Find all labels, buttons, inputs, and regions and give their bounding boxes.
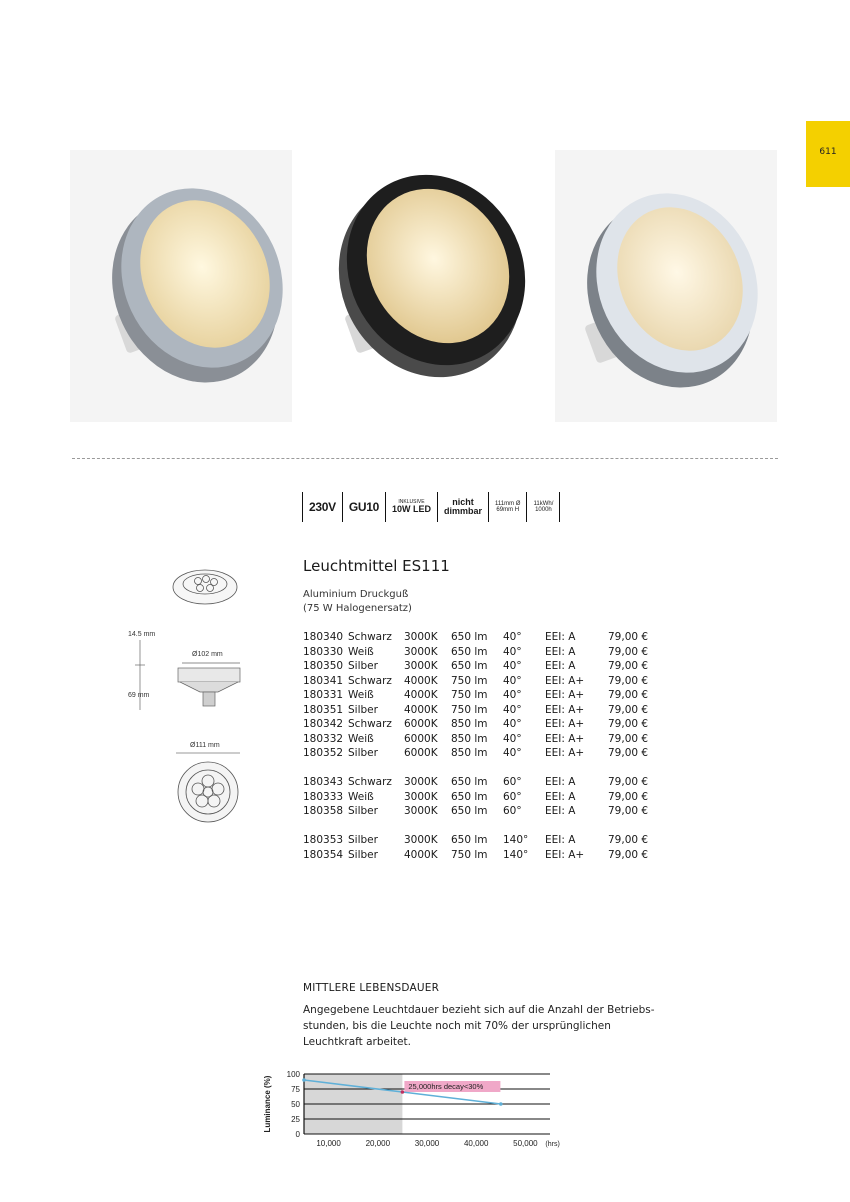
product-photo-silver	[70, 150, 292, 422]
cell-article: 180358	[303, 805, 344, 817]
cell-angle: 40°	[503, 660, 522, 672]
cell-lumen: 750 lm	[451, 674, 488, 687]
cell-eei: EEI: A+	[545, 747, 585, 759]
y-tick-label: 75	[291, 1085, 300, 1094]
cell-cct: 3000K	[404, 790, 438, 803]
x-tick-label: 30,000	[414, 1139, 440, 1148]
spec-socket-label: GU10	[348, 499, 379, 514]
cell-lumen: 750 lm	[451, 703, 488, 716]
cell-eei: EEI: A+	[545, 848, 585, 861]
cell-cct: 4000K	[404, 703, 438, 716]
cell-cct: 6000K	[404, 732, 438, 745]
cell-article: 180350	[303, 660, 344, 672]
cell-color: Silber	[348, 703, 378, 716]
cell-cct: 6000K	[404, 747, 438, 759]
cell-color: Weiß	[348, 645, 374, 658]
y-tick-label: 100	[286, 1070, 300, 1079]
cell-angle: 40°	[503, 718, 522, 730]
product-title: Leuchtmittel ES111	[303, 557, 450, 575]
cell-article: 180352	[303, 747, 344, 759]
lifetime-heading: MITTLERE LEBENSDAUER	[303, 982, 440, 994]
cell-price: 79,00 €	[608, 660, 649, 672]
spec-icon-bar	[302, 492, 560, 522]
cell-lumen: 750 lm	[451, 848, 488, 861]
cell-angle: 60°	[503, 776, 522, 788]
cell-color: Silber	[348, 805, 378, 817]
cell-angle: 40°	[503, 674, 522, 687]
cell-angle: 40°	[503, 645, 522, 658]
cell-cct: 3000K	[404, 776, 438, 788]
cell-eei: EEI: A+	[545, 718, 585, 730]
spec-energy-top: 11kWh/	[533, 500, 554, 507]
cell-angle: 40°	[503, 631, 522, 643]
series-point	[302, 1078, 306, 1082]
cell-eei: EEI: A+	[545, 689, 585, 701]
x-tick-label: 40,000	[463, 1139, 489, 1148]
product-photo-white	[555, 150, 777, 422]
spec-dimm-top: nicht	[452, 496, 474, 507]
cell-color: Silber	[348, 747, 378, 759]
annotation-label: 25,000hrs decay<30%	[408, 1082, 484, 1091]
cell-article: 180332	[303, 732, 344, 745]
drawing-top-view	[173, 570, 237, 604]
luminance-chart	[258, 1060, 608, 1160]
technical-drawing	[120, 560, 250, 835]
cell-angle: 40°	[503, 732, 522, 745]
cell-lumen: 750 lm	[451, 689, 488, 701]
cell-article: 180330	[303, 645, 344, 658]
cell-price: 79,00 €	[608, 718, 649, 730]
cell-cct: 3000K	[404, 805, 438, 817]
y-axis-label: Luminance (%)	[263, 1075, 272, 1133]
cell-cct: 4000K	[404, 674, 438, 687]
spec-dim-top: 111mm Ø	[495, 500, 521, 507]
cell-eei: EEI: A	[545, 834, 576, 846]
cell-price: 79,00 €	[608, 805, 649, 817]
drawing-label-diameter-inner: Ø102 mm	[192, 651, 223, 658]
x-tick-label: 20,000	[365, 1139, 391, 1148]
spec-voltage	[302, 492, 342, 522]
cell-color: Weiß	[348, 790, 374, 803]
drawing-label-height-total: 69 mm	[128, 692, 150, 699]
cell-cct: 3000K	[404, 660, 438, 672]
cell-lumen: 650 lm	[451, 660, 488, 672]
cell-price: 79,00 €	[608, 790, 649, 803]
cell-article: 180354	[303, 848, 344, 861]
x-tick-label: 10,000	[316, 1139, 341, 1148]
cell-article: 180331	[303, 689, 344, 701]
cell-eei: EEI: A	[545, 805, 576, 817]
cell-price: 79,00 €	[608, 631, 649, 643]
cell-angle: 140°	[503, 834, 529, 846]
cell-lumen: 650 lm	[451, 645, 488, 658]
cell-price: 79,00 €	[608, 732, 649, 745]
cell-cct: 4000K	[404, 848, 438, 861]
spec-led	[385, 492, 437, 522]
lifetime-text: Angegebene Leuchtdauer bezieht sich auf die Anzahl der Betriebs-stunden, bis die Leuchte noch mit 70% der ursprünglichen Leuchtkraft arbeitet.	[303, 1004, 655, 1048]
x-axis-unit: (hrs)	[545, 1141, 560, 1148]
spec-voltage-label: 230V	[309, 499, 336, 514]
spec-socket	[342, 492, 385, 522]
cell-article: 180342	[303, 718, 344, 730]
spec-dimensions	[488, 492, 526, 522]
cell-lumen: 850 lm	[451, 732, 488, 745]
cell-price: 79,00 €	[608, 645, 649, 658]
cell-angle: 40°	[503, 747, 522, 759]
cell-color: Schwarz	[348, 776, 392, 788]
cell-angle: 60°	[503, 790, 522, 803]
cell-article: 180340	[303, 631, 344, 643]
cell-price: 79,00 €	[608, 703, 649, 716]
spec-dim-bottom: 69mm H	[496, 507, 520, 513]
series-point	[499, 1102, 503, 1106]
cell-angle: 40°	[503, 703, 522, 716]
product-material: Aluminium Druckguß	[303, 589, 409, 600]
cell-lumen: 850 lm	[451, 718, 488, 730]
cell-article: 180351	[303, 703, 344, 716]
product-photo-black	[320, 150, 542, 422]
spec-dimm-bottom: dimmbar	[444, 506, 483, 516]
cell-color: Silber	[348, 848, 378, 861]
spec-energy-bottom: 1000h	[535, 507, 552, 513]
cell-eei: EEI: A+	[545, 732, 585, 745]
cell-article: 180333	[303, 790, 344, 803]
cell-price: 79,00 €	[608, 776, 649, 788]
cell-eei: EEI: A+	[545, 674, 585, 687]
cell-color: Schwarz	[348, 674, 392, 687]
cell-article: 180343	[303, 776, 344, 788]
cell-eei: EEI: A	[545, 645, 576, 658]
drawing-side-view	[135, 640, 240, 710]
cell-eei: EEI: A	[545, 631, 576, 643]
series-point	[401, 1090, 405, 1094]
cell-cct: 4000K	[404, 689, 438, 701]
cell-price: 79,00 €	[608, 848, 649, 861]
cell-angle: 140°	[503, 848, 529, 861]
cell-lumen: 650 lm	[451, 776, 488, 788]
cell-cct: 3000K	[404, 645, 438, 658]
drawing-front-view	[176, 753, 240, 822]
cell-eei: EEI: A	[545, 790, 576, 803]
cell-lumen: 650 lm	[451, 834, 488, 846]
page-number-tab	[806, 121, 850, 187]
cell-cct: 3000K	[404, 834, 438, 846]
cell-color: Silber	[348, 834, 378, 846]
cell-eei: EEI: A	[545, 776, 576, 788]
cell-price: 79,00 €	[608, 747, 649, 759]
spec-energy	[526, 492, 560, 522]
cell-price: 79,00 €	[608, 689, 649, 701]
spec-dimmable	[437, 492, 488, 522]
x-tick-label: 50,000	[513, 1139, 538, 1148]
cell-angle: 40°	[503, 689, 522, 701]
y-tick-label: 0	[295, 1130, 300, 1139]
page-number: 611	[819, 147, 837, 157]
drawing-label-height-top: 14.5 mm	[128, 631, 156, 638]
drawing-label-diameter-outer: Ø111 mm	[190, 742, 220, 749]
cell-color: Schwarz	[348, 631, 392, 643]
cell-article: 180341	[303, 674, 344, 687]
cell-lumen: 650 lm	[451, 631, 488, 643]
cell-color: Weiß	[348, 689, 374, 701]
cell-lumen: 650 lm	[451, 790, 488, 803]
cell-color: Weiß	[348, 732, 374, 745]
cell-cct: 3000K	[404, 631, 438, 643]
cell-color: Silber	[348, 660, 378, 672]
cell-angle: 60°	[503, 805, 522, 817]
dashed-separator	[72, 458, 778, 459]
cell-cct: 6000K	[404, 718, 438, 730]
cell-price: 79,00 €	[608, 674, 649, 687]
product-replacement: (75 W Halogenersatz)	[303, 603, 412, 614]
cell-price: 79,00 €	[608, 834, 649, 846]
cell-lumen: 650 lm	[451, 805, 488, 817]
cell-eei: EEI: A	[545, 660, 576, 672]
cell-eei: EEI: A+	[545, 703, 585, 716]
y-tick-label: 25	[291, 1115, 300, 1124]
y-tick-label: 50	[291, 1100, 300, 1109]
cell-color: Schwarz	[348, 718, 392, 730]
cell-lumen: 850 lm	[451, 747, 488, 759]
spec-led-bottom: 10W LED	[391, 503, 431, 514]
spec-led-top: INKLUSIVE	[398, 498, 425, 505]
cell-article: 180353	[303, 834, 344, 846]
